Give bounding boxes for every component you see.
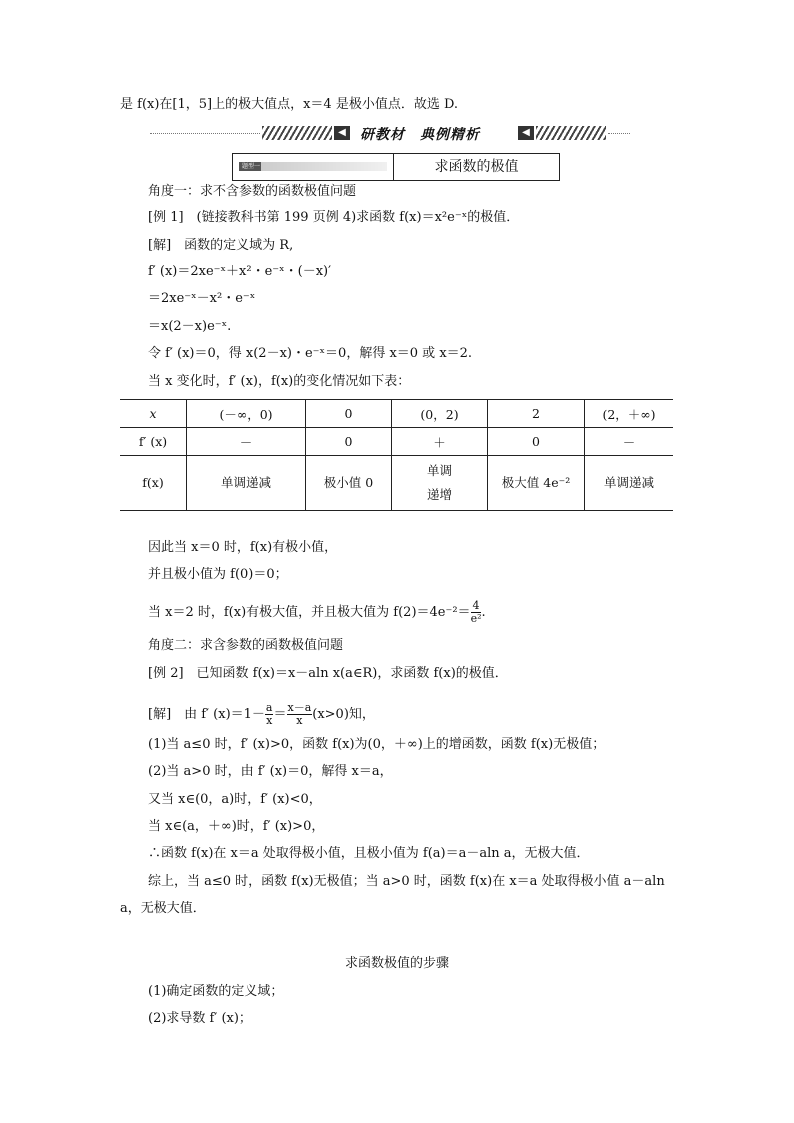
step-2: (2)求导数 f′ (x)； (148, 1011, 252, 1026)
banner-arrow-left-icon: ◀ (334, 126, 350, 140)
variation-table (120, 399, 673, 511)
table-cell: 极小值 0 (306, 456, 392, 511)
derivation-line4: 令 f′ (x)＝0，得 x(2－x)・e⁻ˣ＝0，解得 x＝0 或 x＝2. (148, 346, 473, 361)
table-cell: 单调递减 (603, 475, 654, 490)
banner-title: 研教材 典例精析 (360, 127, 480, 143)
conclusion-line3: 当 x＝2 时，f(x)有极大值，并且极大值为 f(2)＝4e⁻²＝ $\frac{4}{\text{e²}}$ . (148, 599, 486, 625)
example1: [例 1] (链接教科书第 199 页例 4)求函数 f(x)＝x²e⁻ˣ的极值． (148, 210, 520, 225)
fraction-numerator: x－a (287, 701, 312, 714)
conclusion-line1: 因此当 x＝0 时，f(x)有极小值， (148, 540, 338, 555)
case1-line: (1)当 a≤0 时，f′ (x)>0，函数 f(x)为(0，＋∞)上的增函数，函数 f(x)无极值； (148, 737, 606, 752)
table-cell: 0 (488, 428, 585, 456)
summary-line1: 综上，当 a≤0 时，函数 f(x)无极值；当 a>0 时，函数 f(x)在 x＝a 处取得极小值 a－aln (148, 874, 665, 889)
topic-tag-bar (239, 162, 387, 171)
fraction-denominator: x (266, 714, 273, 727)
table-cell (392, 456, 488, 511)
table-cell: f(x) (120, 456, 187, 511)
solution1-start: [解] 函数的定义域为 R, (148, 238, 294, 253)
table-cell: (－∞，0) (187, 400, 306, 428)
steps-title: 求函数极值的步骤 (344, 956, 449, 971)
table-cell: 单调递减 (187, 456, 306, 511)
derivation-line2: ＝2xe⁻ˣ－x²・e⁻ˣ (148, 291, 256, 306)
solution2-text-c: (x>0)知， (312, 707, 375, 722)
table-cell: 极大值 4e⁻² (488, 456, 585, 511)
case2-line: (2)当 a>0 时，由 f′ (x)＝0，解得 x＝a， (148, 764, 393, 779)
fraction-4-over-e2 (471, 600, 482, 625)
case2-interval1: 又当 x∈(0，a)时，f′ (x)<0， (148, 792, 322, 807)
topic-tag-label: 题型一 (242, 163, 261, 170)
topic-title: 求函数的极值 (434, 159, 519, 175)
banner-dots-left (150, 133, 260, 134)
table-cell: (2，＋∞) (602, 406, 656, 422)
fraction-denominator: e² (470, 612, 482, 625)
table-cell-text: 单调递增 (426, 463, 452, 502)
angle2-heading: 角度二：求含参数的函数极值问题 (148, 638, 344, 653)
intro-line: 是 f(x)在[1，5]上的极大值点，x＝4 是极小值点．故选 D. (120, 97, 459, 112)
table-cell: － (187, 428, 306, 456)
table-cell: ＋ (392, 428, 488, 456)
solution2-text-b: ＝ (273, 707, 287, 722)
table-cell: － (622, 434, 636, 450)
banner-dots-right (608, 133, 630, 134)
table-row (120, 400, 673, 428)
banner-stripes-left (262, 126, 332, 140)
step-1: (1)确定函数的定义域； (148, 984, 284, 999)
solution2-text-a: [解] 由 f′ (x)＝1－ (148, 707, 265, 722)
topic-tag (233, 154, 394, 180)
table-cell: 0 (306, 428, 392, 456)
topic-box (232, 153, 560, 181)
example2: [例 2] 已知函数 f(x)＝x－aln x(a∈R)，求函数 f(x)的极值． (148, 666, 508, 681)
section-banner (150, 124, 630, 144)
table-cell: x (120, 400, 187, 428)
solution2-start (148, 702, 375, 727)
banner-stripes-right (536, 126, 606, 140)
angle1-heading: 角度一：求不含参数的函数极值问题 (148, 184, 357, 199)
fraction-numerator: 4 (472, 599, 480, 612)
table-cell: f′ (x) (120, 428, 187, 456)
derivation-line1: f′ (x)＝2xe⁻ˣ＋x²・e⁻ˣ・(－x)′ (148, 264, 332, 279)
fraction-denominator: x (296, 714, 303, 727)
derivation-line3: ＝x(2－x)e⁻ˣ. (148, 319, 232, 334)
table-cell: (0，2) (392, 400, 488, 428)
conclusion-line2: 并且极小值为 f(0)＝0； (148, 567, 288, 582)
table-row (120, 456, 673, 511)
summary-line2: a，无极大值． (120, 901, 206, 916)
case2-result: ∴函数 f(x)在 x＝a 处取得极小值，且极小值为 f(a)＝a－aln a，无极大值． (148, 846, 590, 861)
conclusion-line3-text: 当 x＝2 时，f(x)有极大值，并且极大值为 f(2)＝4e⁻²＝ (148, 605, 471, 620)
table-cell: 2 (488, 400, 585, 428)
fraction-x-minus-a-over-x (287, 702, 313, 727)
table-row (120, 428, 673, 456)
case2-interval2: 当 x∈(a，＋∞)时，f′ (x)>0， (148, 819, 325, 834)
fraction-numerator: a (265, 701, 273, 714)
banner-arrow-right-icon: ◀ (518, 126, 534, 140)
table-cell: 0 (306, 400, 392, 428)
derivation-line5: 当 x 变化时，f′ (x)，f(x)的变化情况如下表： (148, 374, 411, 389)
